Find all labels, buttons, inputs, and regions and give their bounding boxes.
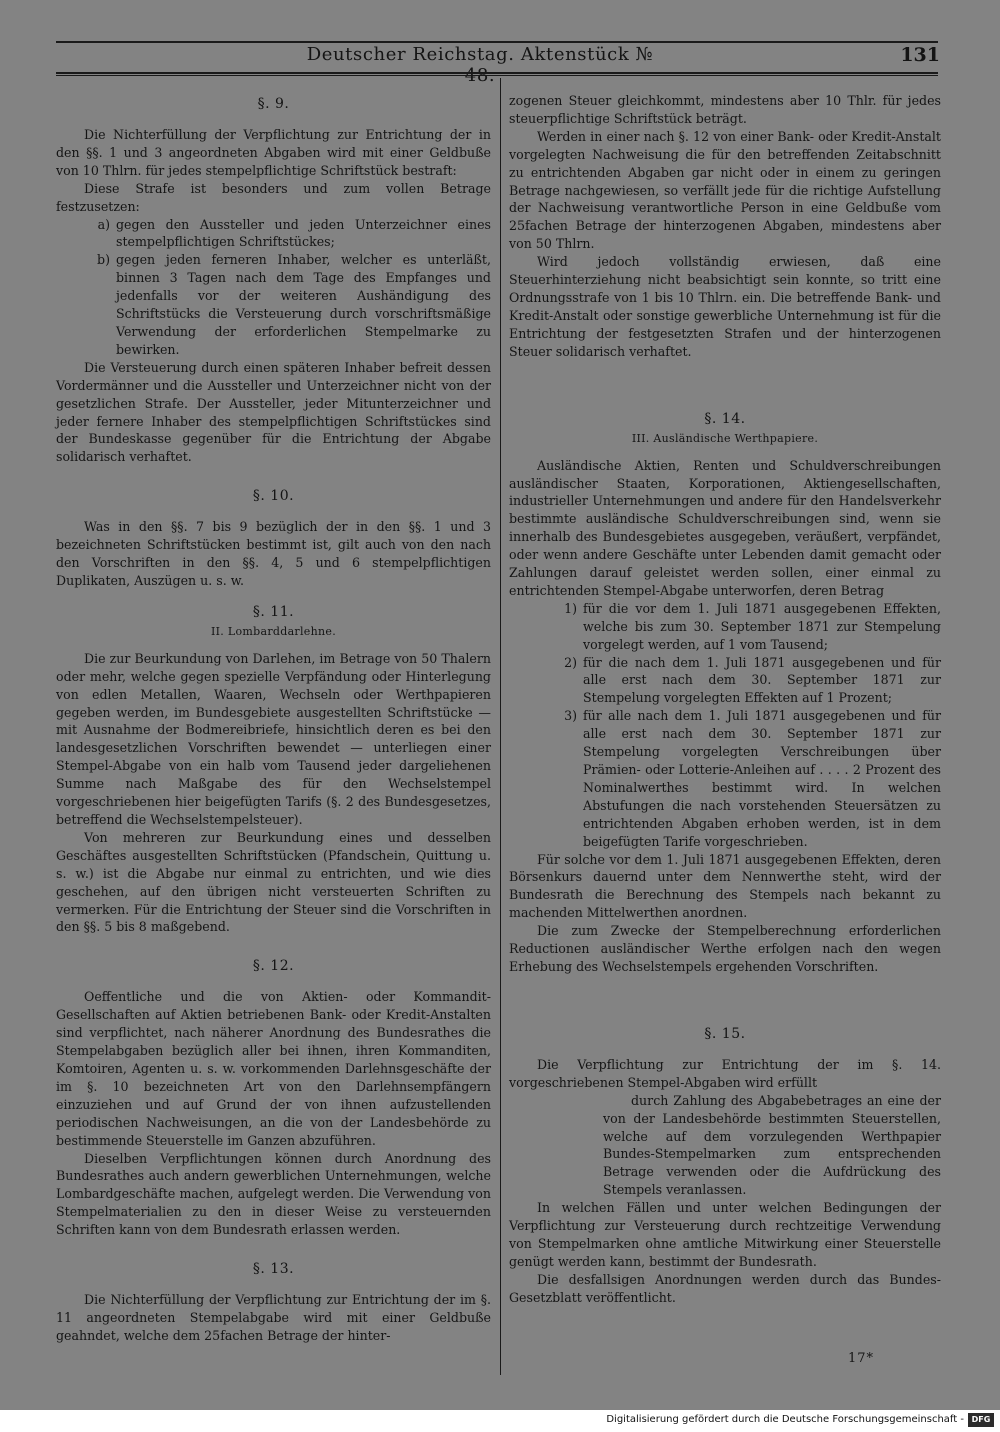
section-heading-9: §. 9. — [257, 96, 290, 112]
section-heading-10: §. 10. — [252, 488, 295, 505]
list-item — [88, 216, 491, 252]
paragraph: Ausländische Aktien, Renten und Schuldverschreibungen ausländischer Staaten, Korporationen, Aktiengesellschaften, industrieller Unternehmungen und andere für den Handelsverkehr bestimmte ausländische Schuldverschreibungen sind, wenn sie innerhalb des Bundesgebietes ausgegeben, veräußert, verpfändet, oder wenn andere Geschäfte unter Lebenden damit gemacht oder Zahlungen darauf geleistet werden sollen, einer einmal zu entrichtenden Stempel-Abgabe unterworfen, deren Betrag — [509, 457, 941, 598]
list-marker: b) — [97, 252, 110, 268]
paragraph: Die zum Zwecke der Stempelberechnung erforderlichen Reductionen ausländischer Werthe erfolgen nach den wegen Erhebung des Wechselstempels ergehenden Vorschriften. — [509, 923, 941, 974]
list-item — [555, 707, 941, 850]
list-item-text: für die vor dem 1. Juli 1871 ausgegebenen Effekten, welche bis zum 30. September 1871 zur Stempelung vorgelegt werden, auf 1 vom Tausend; — [583, 600, 941, 652]
paragraph: Die Nichterfüllung der Verpflichtung zur Entrichtung der in den §§. 1 und 3 angeordneten Abgaben wird mit einer Geldbuße von 10 Thlrn. für jedes stempelpflichtige Schriftstück bestraft: — [56, 127, 491, 178]
header-rule-bottom-thin — [56, 75, 938, 76]
section-heading-15: §. 15. — [704, 1025, 746, 1042]
list-marker: a) — [97, 216, 110, 232]
paragraph: Die desfallsigen Anordnungen werden durch das Bundes-Gesetzblatt veröffentlicht. — [509, 1271, 941, 1305]
footer-bar — [0, 1410, 1000, 1432]
list-marker: 3) — [564, 708, 577, 724]
section-heading-12: §. 12. — [252, 958, 295, 975]
section-subheading: III. Ausländische Werthpapiere. — [631, 431, 819, 445]
paragraph: Werden in einer nach §. 12 von einer Bank- oder Kredit-Anstalt vorgelegten Nachweisung die für den betreffenden Zeitabschnitt zu entrichtenden Abgaben gar nicht oder in einem zu geringen Betrage nachgewiesen, so verfällt jede für die richtige Aufstellung der Nachweisung verantwortliche Person in eine Geldbuße vom 25fachen Betrage der hinterzogenen Abgaben, mindestens aber von 50 Thlrn. — [509, 128, 941, 252]
sheet-signature: 17* — [848, 1351, 875, 1366]
section-heading-13: §. 13. — [252, 1261, 295, 1278]
section-heading-14: §. 14. — [704, 410, 746, 427]
list-marker: 2) — [564, 654, 577, 670]
header-rule-top — [56, 41, 938, 43]
paragraph: Für solche vor dem 1. Juli 1871 ausgegebenen Effekten, deren Börsenkurs dauernd unter dem Nennwerthe steht, wird der Bundesrath die Berechnung des Stempels nach bekannt zu machenden Mittelwerthen anordnen. — [509, 851, 941, 921]
paragraph: Die zur Beurkundung von Darlehen, im Betrage von 50 Thalern oder mehr, welche gegen spezielle Verpfändung oder Hinterlegung von edlen Metallen, Waaren, Wechseln oder Werthpapieren gegeben werden, im Bundesgebiete ausgestellten Schriftstücke — mit Ausnahme der Bodmereibriefe, hinsichtlich deren es bei den landesgesetzlichen Vorschriften bewendet — unterliegen einer Stempel-Abgabe von ein halb vom Tausend jeder dargeliehenen Summe nach Maßgabe des für den Wechselstempel vorgeschriebenen hier beigefügten Tarifs (§. 2 des Bundesgesetzes, betreffend die Wechselstempelsteuer). — [56, 650, 491, 827]
left-column — [56, 92, 491, 1345]
footer-credit: Digitalisierung gefördert durch die Deutsche Forschungsgemeinschaft - — [606, 1414, 964, 1425]
paragraph: Dieselben Verpflichtungen können durch Anordnung des Bundesrathes auch andern gewerblichen Unternehmungen, welche Lombardgeschäfte machen, aufgelegt werden. Die Verwendung von Stempelmaterialien zu den in dieser Weise zu versteuernden Schriften kann von dem Bundesrath erlassen werden. — [56, 1150, 491, 1238]
dfg-logo-icon: DFG — [968, 1413, 994, 1427]
list-item-text: für die nach dem 1. Juli 1871 ausgegebenen und für alle erst nach dem 30. September 1871 zur Stempelung vorgelegten Effekten auf 1 Prozent; — [583, 654, 941, 706]
section-heading-11: §. 11. — [252, 603, 295, 620]
right-column — [509, 92, 941, 1307]
paragraph: Oeffentliche und die von Aktien- oder Kommandit-Gesellschaften auf Aktien betriebenen Bank- oder Kredit-Anstalten sind verpflichtet, nach näherer Anordnung des Bundesrathes die Stempelabgaben bezüglich aller bei ihnen, ihren Kommanditen, Komtoiren, Agenten u. s. w. vorkommenden Darlehnsgeschäfte der im §. 10 bezeichneten Art von den Darlehnsempfängern einzuziehen und auf Grund der von ihnen aufzustellenden periodischen Nachweisungen, an die von der Landesbehörde zu bestimmende Steuerstelle im Ganzen abzuführen. — [56, 989, 491, 1148]
list-item — [555, 654, 941, 708]
section-subheading: II. Lombarddarlehne. — [210, 624, 336, 638]
paragraph-indented: durch Zahlung des Abgabebetrages an eine der von der Landesbehörde bestimmten Steuerstellen, welche auf dem vorzulegenden Werthpapier Bundes-Stempelmarken zum entsprechenden Betrage verwenden oder die Aufdrückung des Stempels veranlassen. — [603, 1092, 941, 1198]
list-item-text: gegen den Aussteller und jeden Unterzeichner eines stempelpflichtigen Schriftstückes; — [116, 216, 491, 250]
paragraph: Diese Strafe ist besonders und zum vollen Betrage festzusetzen: — [56, 180, 491, 214]
page-number: 131 — [900, 44, 940, 66]
list-marker: 1) — [564, 600, 577, 616]
paragraph: Wird jedoch vollständig erwiesen, daß eine Steuerhinterziehung nicht beabsichtigt sein konnte, so tritt eine Ordnungsstrafe von 1 bis 10 Thlrn. ein. Die betreffende Bank- und Kredit-Anstalt oder sonstige gewerbliche Unternehmung ist für die Entrichtung der festgesetzten Strafen und der hinterzogenen Steuer solidarisch verhaftet. — [509, 254, 941, 359]
list-item-text: für alle nach dem 1. Juli 1871 ausgegebenen und für alle erst nach dem 30. September 1871 zur Stempelung vorgelegten Verschreibungen über Prämien- oder Lotterie-Anleihen auf . . . . 2 Prozent des Nominalwerthes bestimmt wird. In welchen Abstufungen die nach vorstehenden Steuersätzen zu entrichtenden Abgaben erhoben werden, ist in dem beigefügten Tarife vorgeschrieben. — [583, 708, 941, 849]
paragraph: Die Nichterfüllung der Verpflichtung zur Entrichtung der im §. 11 angeordneten Stempelabgabe wird mit einer Geldbuße geahndet, welche dem 25fachen Betrage der hinter- — [56, 1292, 491, 1343]
paragraph: In welchen Fällen und unter welchen Bedingungen der Verpflichtung zur Versteuerung durch rechtzeitige Verwendung von Stempelmarken ohne amtliche Mitwirkung einer Steuerstelle genügt werden kann, bestimmt der Bundesrath. — [509, 1200, 941, 1269]
paragraph: Die Versteuerung durch einen späteren Inhaber befreit dessen Vordermänner und die Aussteller und Unterzeichner nicht von der gesetzlichen Strafe. Der Aussteller, jeder Mitunterzeichner und jeder fernere Inhaber des stempelpflichtigen Schriftstückes sind der Bundeskasse gegenüber für die Entrichtung der Abgabe solidarisch verhaftet. — [56, 359, 491, 465]
list-item — [555, 600, 941, 654]
running-title: Deutscher Reichstag. Aktenstück № 48. — [306, 44, 654, 86]
paragraph: Was in den §§. 7 bis 9 bezüglich der in den §§. 1 und 3 bezeichneten Schriftstücken bestimmt ist, gilt auch von den nach den Vorschriften in den §§. 4, 5 und 6 stempelpflichtigen Duplikaten, Auszügen u. s. w. — [56, 519, 491, 588]
paragraph: zogenen Steuer gleichkommt, mindestens aber 10 Thlr. für jedes steuerpflichtige Schriftstück beträgt. — [509, 93, 941, 126]
enumerated-list — [56, 216, 491, 359]
paragraph: Von mehreren zur Beurkundung eines und desselben Geschäftes ausgestellten Schriftstücken (Pfandschein, Quittung u. s. w.) ist die Abgabe nur einmal zu entrichten, und wie dies geschehen, auf den übrigen nicht versteuerten Schriften zu vermerken. Für die Entrichtung der Steuer sind die Vorschriften in den §§. 5 bis 8 maßgebend. — [56, 829, 491, 935]
list-item — [88, 251, 491, 358]
paragraph: Die Verpflichtung zur Entrichtung der im §. 14. vorgeschriebenen Stempel-Abgaben wird erfüllt — [509, 1056, 941, 1090]
header-rule-bottom — [56, 72, 938, 74]
column-divider — [500, 78, 501, 1375]
enumerated-list — [509, 600, 941, 851]
list-item-text: gegen jeden ferneren Inhaber, welcher es unterläßt, binnen 3 Tagen nach dem Tage des Empfanges und jedenfalls vor der weiteren Aushändigung des Schriftstücks die Versteuerung durch vorschriftsmäßige Verwendung der erforderlichen Stempelmarke zu bewirken. — [116, 252, 491, 357]
